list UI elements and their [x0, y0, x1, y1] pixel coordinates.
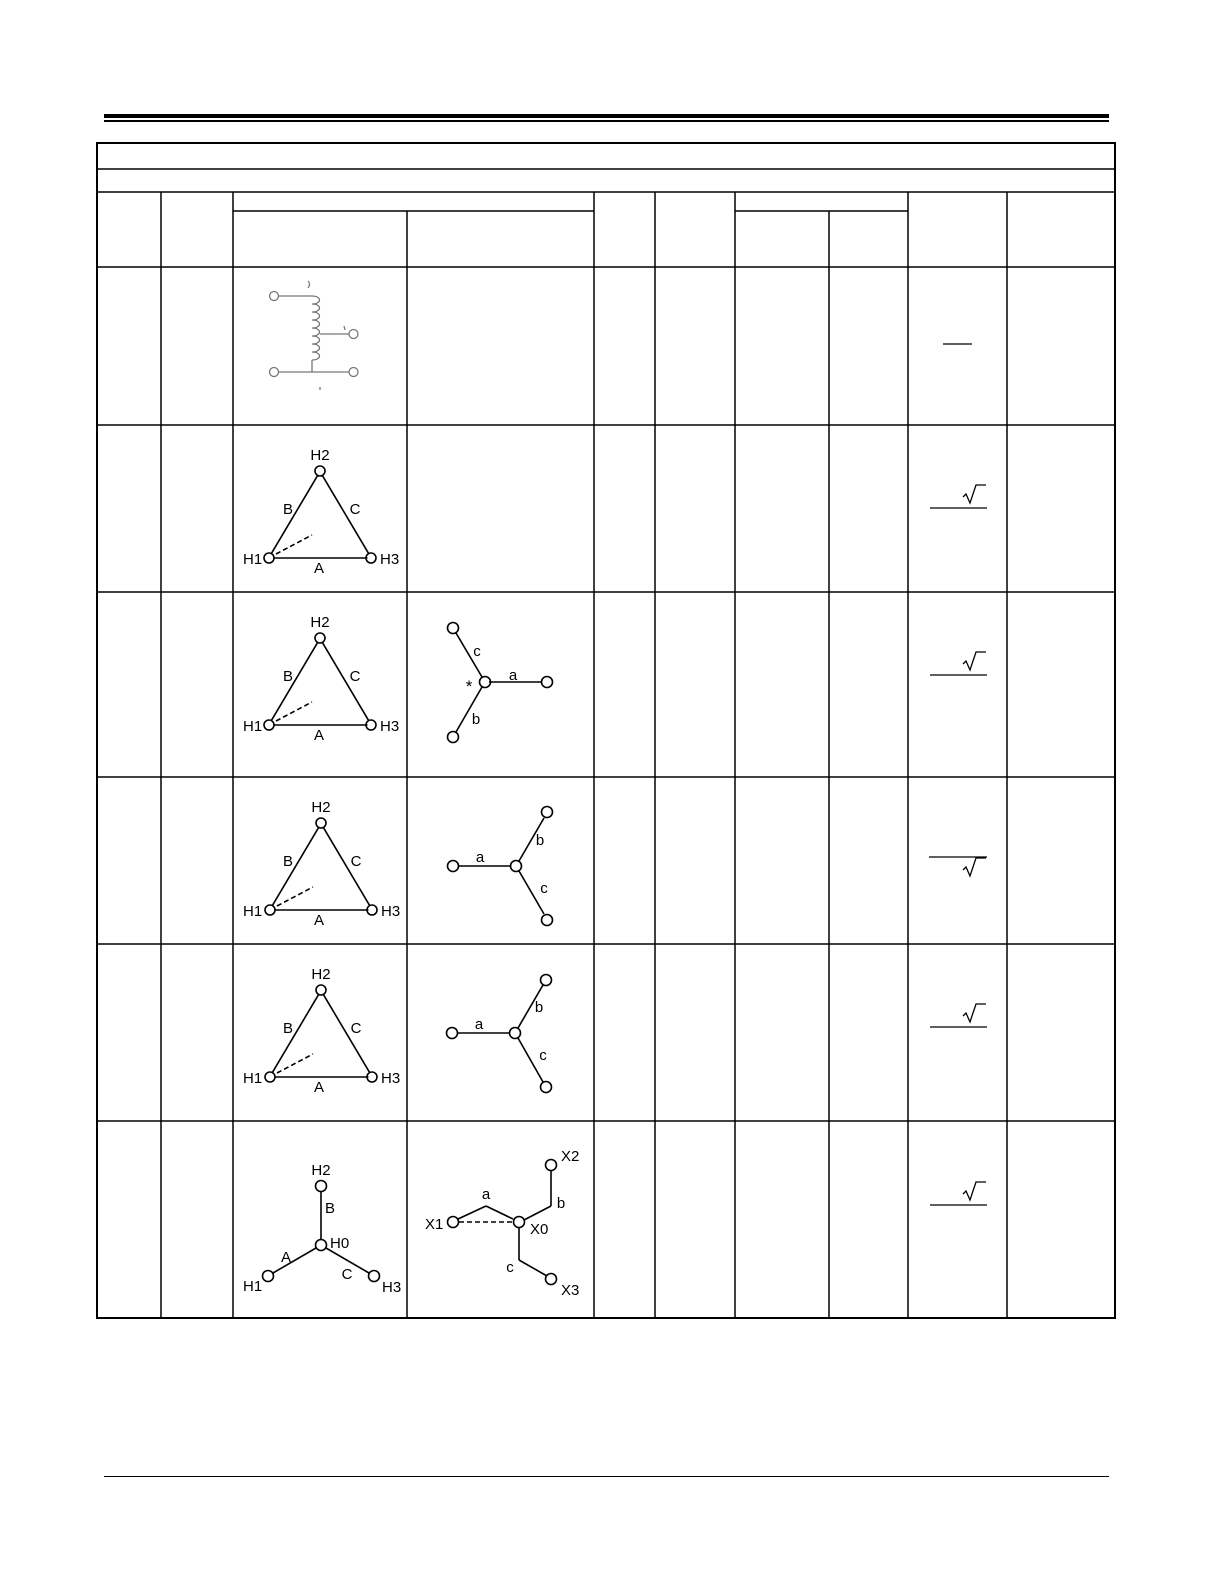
c-label: C — [341, 1266, 353, 1283]
b-label: b — [535, 832, 545, 849]
h1-label: H1 — [243, 1070, 263, 1087]
b-label: b — [534, 999, 544, 1016]
x1-label: X1 — [425, 1216, 444, 1233]
b-label: b — [471, 711, 481, 728]
wye-winding-icon — [425, 1148, 579, 1299]
a-label: A — [313, 560, 325, 577]
c-label: c — [539, 1047, 547, 1064]
c-label: c — [473, 643, 481, 660]
c-label: c — [540, 880, 548, 897]
h2-label: H2 — [311, 799, 331, 816]
a-label: A — [313, 912, 325, 929]
c-label: C — [350, 1020, 362, 1037]
h3-label: H3 — [382, 1279, 402, 1296]
h1-label: H1 — [243, 718, 263, 735]
sqrt-icon — [930, 1004, 987, 1027]
wye-winding-icon — [448, 807, 553, 926]
delta-winding-icon — [243, 966, 400, 1096]
h3-label: H3 — [380, 551, 400, 568]
c-label: C — [349, 668, 361, 685]
h1-label: H1 — [243, 1278, 263, 1295]
sqrt-icon — [930, 652, 987, 675]
h3-label: H3 — [381, 1070, 401, 1087]
delta-winding-icon — [243, 799, 400, 929]
b-label: B — [282, 853, 294, 870]
wye-winding-icon — [243, 1162, 401, 1296]
star-label: * — [465, 677, 473, 696]
sqrt-icon — [930, 1182, 987, 1205]
h2-label: H2 — [310, 614, 330, 631]
sqrt-icon — [930, 485, 987, 508]
b-label: B — [282, 501, 294, 518]
a-label: a — [481, 1186, 491, 1203]
a-label: a — [474, 1016, 484, 1033]
h2-label: H2 — [310, 447, 330, 464]
wye-winding-icon — [448, 623, 553, 743]
delta-winding-icon — [243, 614, 399, 744]
h2-label: H2 — [311, 966, 331, 983]
x2-label: X2 — [561, 1148, 580, 1165]
a-label: a — [508, 667, 518, 684]
delta-winding-icon — [243, 447, 399, 577]
h0-label: H0 — [330, 1235, 350, 1252]
h2-label: H2 — [311, 1162, 331, 1179]
h3-label: H3 — [381, 903, 401, 920]
c-label: c — [506, 1259, 514, 1276]
b-label: B — [324, 1200, 336, 1217]
sqrt-icon — [929, 857, 987, 876]
a-label: A — [313, 727, 325, 744]
c-label: C — [349, 501, 361, 518]
b-label: b — [556, 1195, 566, 1212]
c-label: C — [350, 853, 362, 870]
x3-label: X3 — [561, 1282, 580, 1299]
a-label: A — [313, 1079, 325, 1096]
footer-rule — [104, 1476, 1109, 1477]
a-label: a — [475, 849, 485, 866]
b-label: B — [282, 668, 294, 685]
autotransformer-icon — [270, 281, 359, 390]
h1-label: H1 — [243, 903, 263, 920]
h3-label: H3 — [380, 718, 400, 735]
a-label: A — [280, 1249, 292, 1266]
x0-label: X0 — [530, 1221, 549, 1238]
wye-winding-icon — [447, 975, 552, 1093]
b-label: B — [282, 1020, 294, 1037]
h1-label: H1 — [243, 551, 263, 568]
